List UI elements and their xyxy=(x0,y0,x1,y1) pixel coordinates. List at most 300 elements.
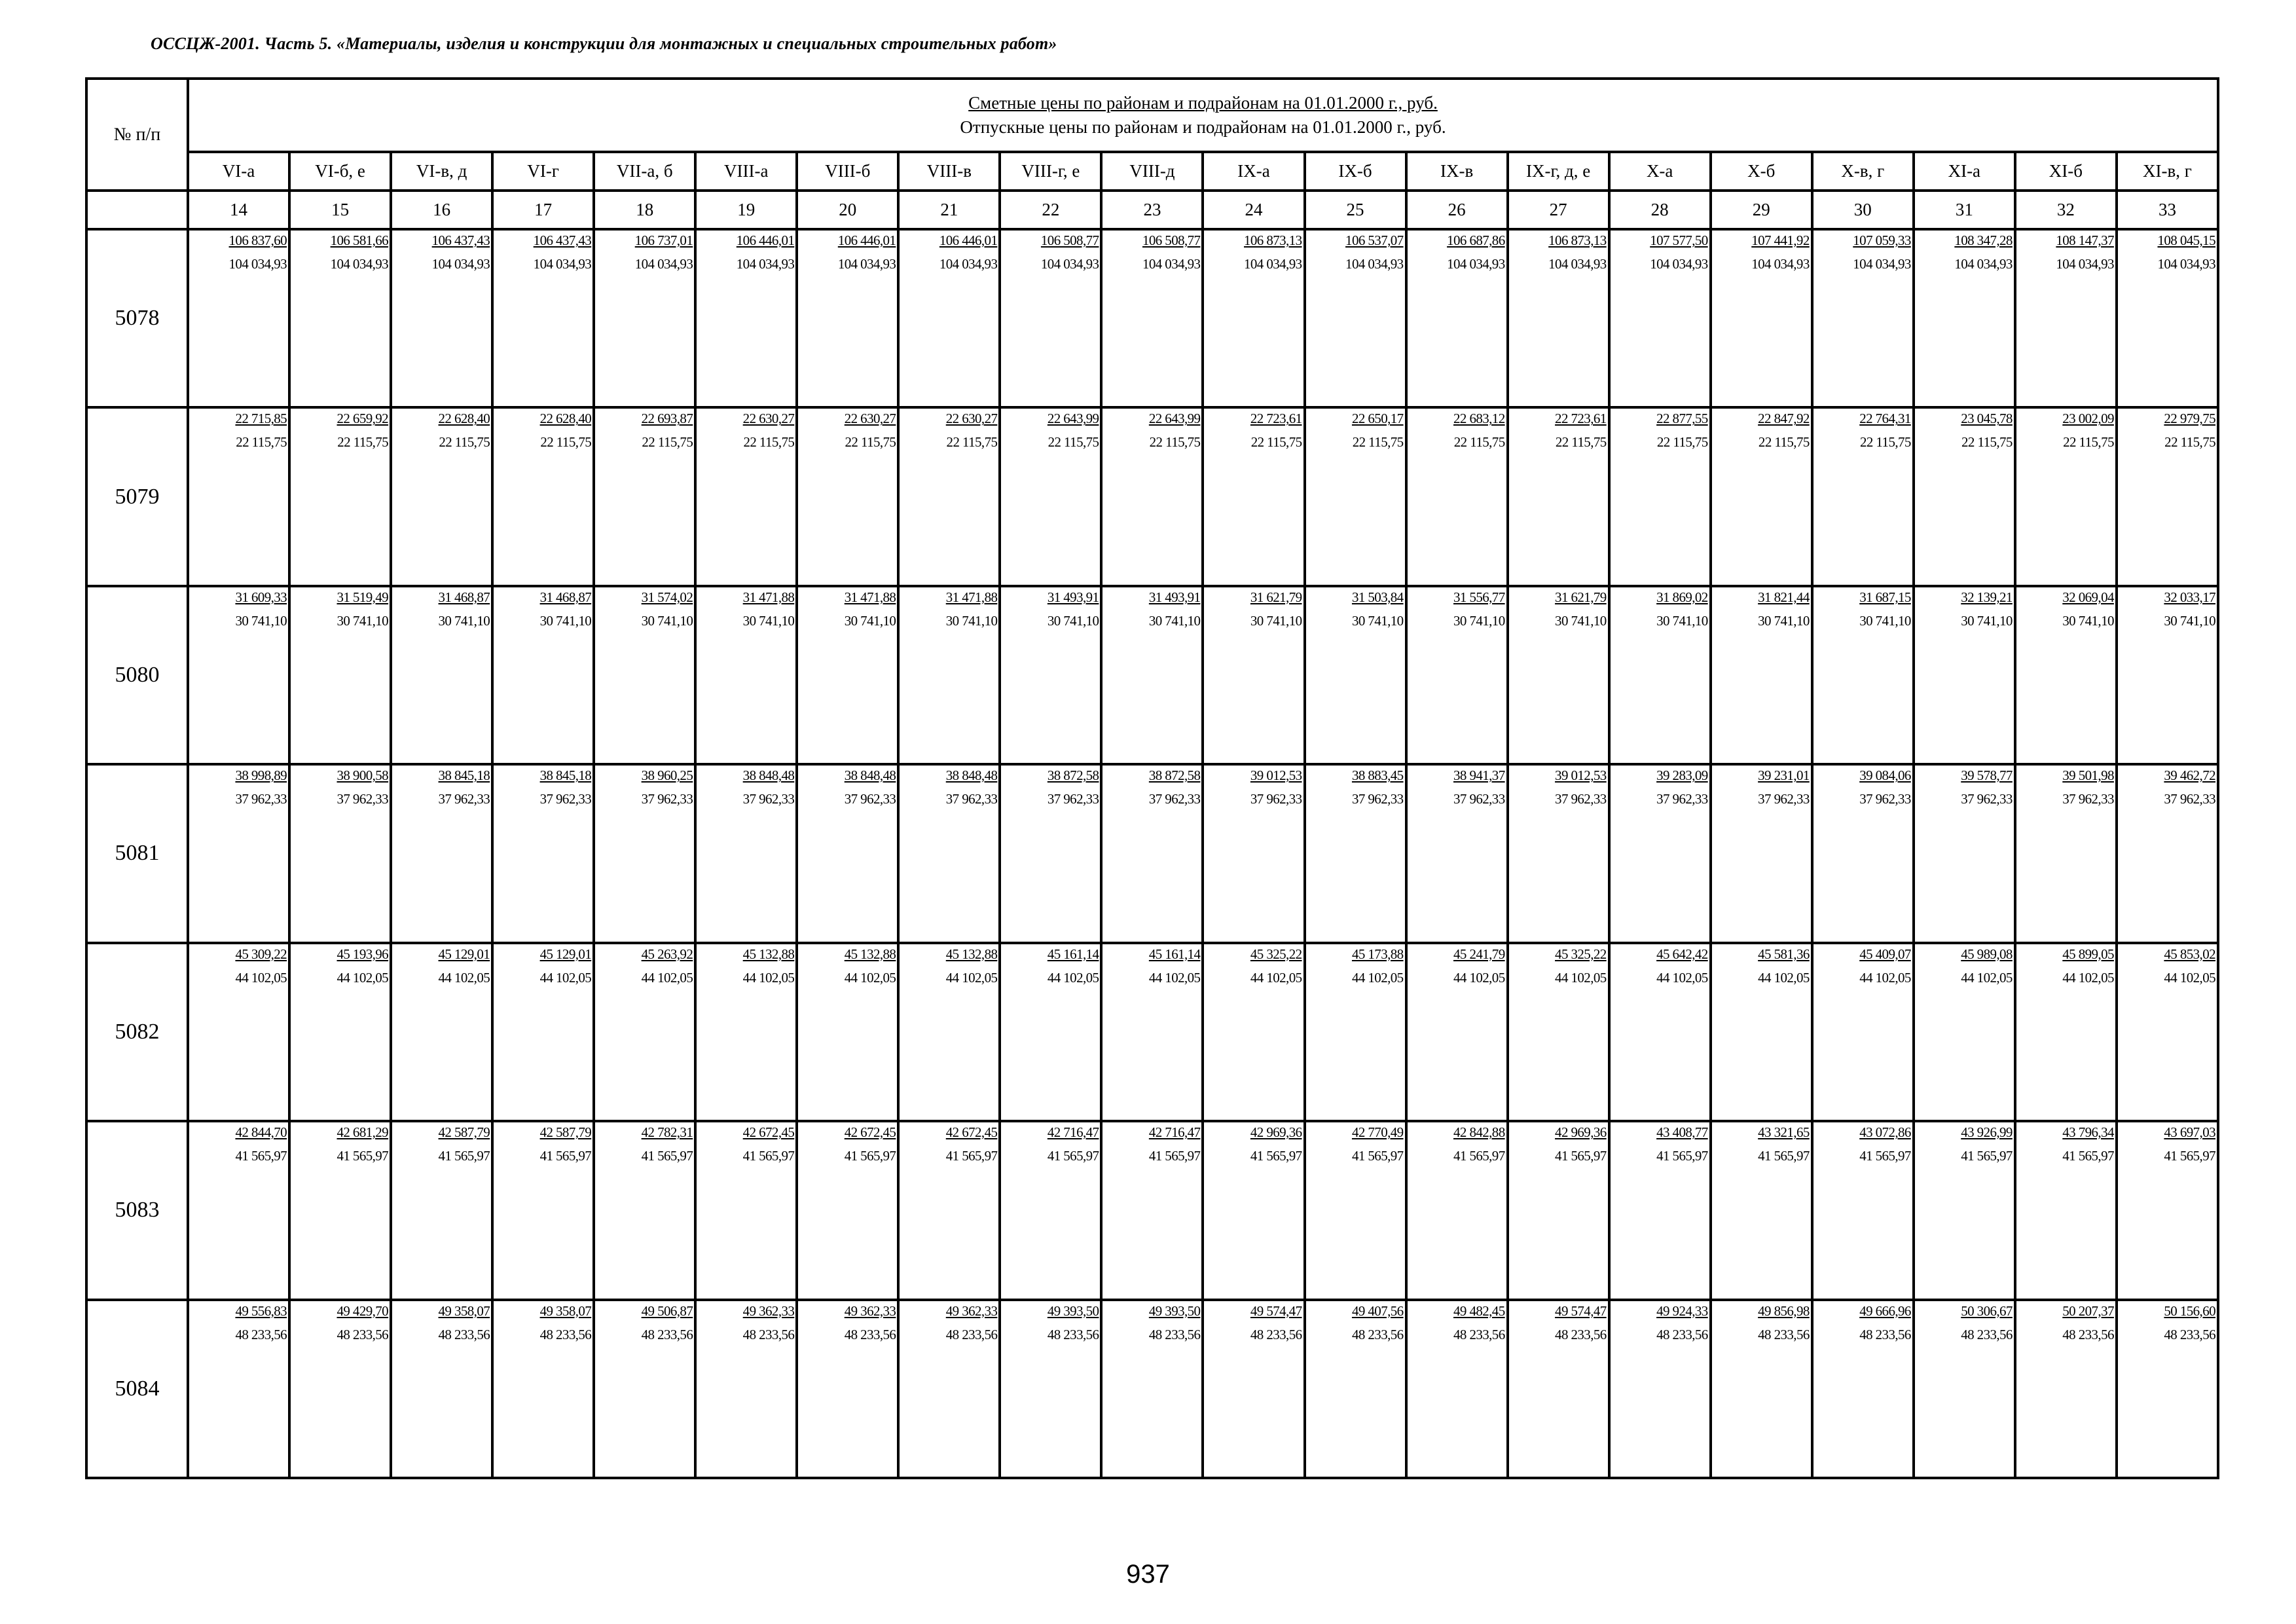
release-price: 37 962,33 xyxy=(641,791,693,807)
estimated-price: 31 468,87 xyxy=(539,589,592,605)
price-cell xyxy=(1812,1121,1914,1299)
release-price: 30 741,10 xyxy=(2164,612,2215,629)
table-row xyxy=(86,407,2218,585)
price-table xyxy=(85,77,2219,1479)
column-number: 32 xyxy=(2015,191,2117,229)
release-price: 104 034,93 xyxy=(1751,256,1810,272)
price-cell xyxy=(1406,229,1508,407)
estimated-price: 45 853,02 xyxy=(2164,946,2215,962)
price-cell xyxy=(2117,229,2218,407)
release-price: 37 962,33 xyxy=(539,791,592,807)
estimated-price: 31 503,84 xyxy=(1351,589,1404,605)
release-price: 44 102,05 xyxy=(337,969,389,986)
estimated-price: 31 519,49 xyxy=(337,589,389,605)
estimated-price: 45 193,96 xyxy=(337,946,389,962)
estimated-price: 38 998,89 xyxy=(235,767,287,784)
release-price: 22 115,75 xyxy=(1453,434,1505,451)
estimated-price: 42 587,79 xyxy=(438,1124,490,1141)
release-price: 37 962,33 xyxy=(1351,791,1404,807)
release-price: 44 102,05 xyxy=(742,969,795,986)
page-number: 937 xyxy=(1126,1560,1170,1589)
estimated-price: 49 856,98 xyxy=(1758,1302,1810,1319)
estimated-price: 32 033,17 xyxy=(2164,589,2215,605)
price-cell xyxy=(2015,764,2117,942)
price-cell xyxy=(1711,586,1812,764)
estimated-price: 49 358,07 xyxy=(438,1302,490,1319)
release-price: 37 962,33 xyxy=(1656,791,1708,807)
price-cell xyxy=(1101,943,1203,1121)
price-cell xyxy=(1812,943,1914,1121)
estimated-price: 45 325,22 xyxy=(1250,946,1302,962)
release-price: 41 565,97 xyxy=(438,1148,490,1164)
table-row xyxy=(86,229,2218,407)
release-price-caption: Отпускные цены по районам и подрайонам на 01.01.2000 г., руб. xyxy=(960,117,1446,137)
price-cell xyxy=(1914,1121,2015,1299)
release-price: 48 233,56 xyxy=(1351,1326,1404,1342)
estimated-price: 31 471,88 xyxy=(742,589,795,605)
price-cell xyxy=(695,407,797,585)
estimated-price: 50 156,60 xyxy=(2164,1302,2215,1319)
estimated-price: 49 924,33 xyxy=(1656,1302,1708,1319)
region-header: X-а xyxy=(1609,152,1711,191)
estimated-price: 31 869,02 xyxy=(1656,589,1708,605)
price-cell xyxy=(492,943,594,1121)
release-price: 37 962,33 xyxy=(1961,791,2013,807)
estimated-price: 38 872,58 xyxy=(1148,767,1201,784)
row-id: 5079 xyxy=(86,407,188,585)
price-cell xyxy=(695,1300,797,1478)
release-price: 41 565,97 xyxy=(1758,1148,1810,1164)
estimated-price: 49 362,33 xyxy=(742,1302,795,1319)
estimated-price: 43 072,86 xyxy=(1859,1124,1911,1141)
table-row xyxy=(86,943,2218,1121)
price-cell xyxy=(1812,229,1914,407)
price-cell xyxy=(1914,1300,2015,1478)
estimated-price: 38 848,48 xyxy=(945,767,998,784)
release-price: 41 565,97 xyxy=(844,1148,896,1164)
estimated-price: 42 770,49 xyxy=(1351,1124,1404,1141)
column-number: 29 xyxy=(1711,191,1812,229)
estimated-price: 106 437,43 xyxy=(431,232,490,248)
release-price: 48 233,56 xyxy=(1758,1326,1810,1342)
release-price: 22 115,75 xyxy=(337,434,389,451)
region-header: VII-а, б xyxy=(594,152,695,191)
price-cell xyxy=(289,764,391,942)
release-price: 22 115,75 xyxy=(642,434,693,451)
release-price: 104 034,93 xyxy=(837,256,896,272)
estimated-price: 49 393,50 xyxy=(1148,1302,1201,1319)
price-cell xyxy=(391,1121,492,1299)
release-price: 104 034,93 xyxy=(1853,256,1911,272)
price-cell xyxy=(797,407,898,585)
estimated-price: 106 873,13 xyxy=(1244,232,1302,248)
estimated-price: 22 693,87 xyxy=(641,411,693,427)
release-price: 48 233,56 xyxy=(2062,1326,2114,1342)
price-cell xyxy=(2015,943,2117,1121)
price-cell xyxy=(1609,229,1711,407)
release-price: 104 034,93 xyxy=(1345,256,1404,272)
release-price: 37 962,33 xyxy=(438,791,490,807)
release-price: 41 565,97 xyxy=(1961,1148,2013,1164)
estimated-price: 42 844,70 xyxy=(235,1124,287,1141)
estimated-price: 39 578,77 xyxy=(1961,767,2013,784)
estimated-price: 22 630,27 xyxy=(945,411,998,427)
release-price: 30 741,10 xyxy=(1859,612,1911,629)
estimated-price: 22 877,55 xyxy=(1656,411,1708,427)
release-price: 30 741,10 xyxy=(235,612,287,629)
price-cell xyxy=(492,1121,594,1299)
table-row xyxy=(86,586,2218,764)
price-cell xyxy=(391,229,492,407)
estimated-price: 108 347,28 xyxy=(1954,232,2013,248)
estimated-price: 107 577,50 xyxy=(1650,232,1708,248)
price-cell xyxy=(797,764,898,942)
row-id: 5081 xyxy=(86,764,188,942)
price-cell xyxy=(188,1300,289,1478)
estimated-price: 108 045,15 xyxy=(2157,232,2215,248)
release-price: 37 962,33 xyxy=(742,791,795,807)
estimated-price: 31 687,15 xyxy=(1859,589,1911,605)
region-header: VIII-б xyxy=(797,152,898,191)
release-price: 104 034,93 xyxy=(330,256,389,272)
estimated-price: 31 574,02 xyxy=(641,589,693,605)
estimated-price: 106 687,86 xyxy=(1447,232,1505,248)
price-cell xyxy=(1406,1121,1508,1299)
release-price: 41 565,97 xyxy=(1148,1148,1201,1164)
column-number-row xyxy=(86,191,2218,229)
price-cell xyxy=(289,586,391,764)
column-number: 18 xyxy=(594,191,695,229)
estimated-price: 106 837,60 xyxy=(228,232,287,248)
estimated-price: 106 446,01 xyxy=(837,232,896,248)
estimated-price: 42 969,36 xyxy=(1555,1124,1607,1141)
price-cell xyxy=(2117,1121,2218,1299)
release-price: 48 233,56 xyxy=(337,1326,389,1342)
price-cell xyxy=(2015,586,2117,764)
price-cell xyxy=(1508,1121,1609,1299)
estimated-price: 49 666,96 xyxy=(1859,1302,1911,1319)
price-cell xyxy=(1000,229,1101,407)
estimated-price: 49 393,50 xyxy=(1047,1302,1099,1319)
estimated-price: 49 362,33 xyxy=(844,1302,896,1319)
caption-row xyxy=(86,79,2218,152)
estimated-price: 49 358,07 xyxy=(539,1302,592,1319)
estimated-price: 49 362,33 xyxy=(945,1302,998,1319)
release-price: 48 233,56 xyxy=(2164,1326,2215,1342)
release-price: 37 962,33 xyxy=(1250,791,1302,807)
price-cell xyxy=(1711,229,1812,407)
price-cell xyxy=(1609,943,1711,1121)
price-cell xyxy=(492,407,594,585)
release-price: 44 102,05 xyxy=(1656,969,1708,986)
release-price: 48 233,56 xyxy=(1250,1326,1302,1342)
estimated-price: 45 173,88 xyxy=(1351,946,1404,962)
price-cell xyxy=(797,586,898,764)
estimated-price: 38 883,45 xyxy=(1351,767,1404,784)
release-price: 22 115,75 xyxy=(1250,434,1302,451)
release-price: 48 233,56 xyxy=(1859,1326,1911,1342)
release-price: 48 233,56 xyxy=(641,1326,693,1342)
estimated-price: 43 408,77 xyxy=(1656,1124,1708,1141)
release-price: 37 962,33 xyxy=(1148,791,1201,807)
estimated-price: 22 723,61 xyxy=(1250,411,1302,427)
release-price: 37 962,33 xyxy=(1859,791,1911,807)
column-number: 22 xyxy=(1000,191,1101,229)
price-cell xyxy=(1305,943,1406,1121)
estimated-price: 45 129,01 xyxy=(539,946,592,962)
column-number: 15 xyxy=(289,191,391,229)
price-cell xyxy=(1101,229,1203,407)
price-cell xyxy=(695,943,797,1121)
price-cell xyxy=(289,943,391,1121)
release-price: 37 962,33 xyxy=(2164,791,2215,807)
price-cell xyxy=(1711,407,1812,585)
price-cell xyxy=(1101,1300,1203,1478)
estimated-price: 49 407,56 xyxy=(1351,1302,1404,1319)
price-cell xyxy=(1609,1121,1711,1299)
estimated-price: 22 715,85 xyxy=(235,411,287,427)
release-price: 104 034,93 xyxy=(1954,256,2013,272)
release-price: 37 962,33 xyxy=(337,791,389,807)
release-price: 48 233,56 xyxy=(945,1326,998,1342)
release-price: 22 115,75 xyxy=(743,434,795,451)
price-cell xyxy=(391,943,492,1121)
price-cell xyxy=(1609,407,1711,585)
release-price: 41 565,97 xyxy=(2062,1148,2114,1164)
price-cell xyxy=(594,1121,695,1299)
price-cell xyxy=(594,586,695,764)
release-price: 41 565,97 xyxy=(1047,1148,1099,1164)
release-price: 37 962,33 xyxy=(235,791,287,807)
estimated-price: 45 132,88 xyxy=(844,946,896,962)
price-cell xyxy=(1101,1121,1203,1299)
region-header-row xyxy=(86,152,2218,191)
price-cell xyxy=(594,764,695,942)
estimated-price: 23 045,78 xyxy=(1961,411,2013,427)
price-cell xyxy=(1812,407,1914,585)
release-price: 22 115,75 xyxy=(946,434,998,451)
estimated-price: 106 737,01 xyxy=(634,232,693,248)
release-price: 30 741,10 xyxy=(1656,612,1708,629)
estimated-price: 106 873,13 xyxy=(1548,232,1607,248)
table-caption xyxy=(188,79,2218,152)
release-price: 41 565,97 xyxy=(1656,1148,1708,1164)
price-cell xyxy=(2015,229,2117,407)
region-header: IX-б xyxy=(1305,152,1406,191)
estimated-price: 39 231,01 xyxy=(1758,767,1810,784)
price-cell xyxy=(391,407,492,585)
estimated-price: 42 716,47 xyxy=(1047,1124,1099,1141)
release-price: 37 962,33 xyxy=(1453,791,1505,807)
price-cell xyxy=(2117,407,2218,585)
table-body xyxy=(86,229,2218,1478)
estimated-price: 31 471,88 xyxy=(945,589,998,605)
region-header: X-б xyxy=(1711,152,1812,191)
price-cell xyxy=(2117,1300,2218,1478)
price-cell xyxy=(492,229,594,407)
release-price: 48 233,56 xyxy=(539,1326,592,1342)
estimated-price: 42 672,45 xyxy=(844,1124,896,1141)
estimated-price: 43 321,65 xyxy=(1758,1124,1810,1141)
release-price: 41 565,97 xyxy=(1555,1148,1607,1164)
price-cell xyxy=(1914,229,2015,407)
release-price: 41 565,97 xyxy=(742,1148,795,1164)
price-cell xyxy=(1101,764,1203,942)
estimated-price: 43 926,99 xyxy=(1961,1124,2013,1141)
region-header: IX-в xyxy=(1406,152,1508,191)
row-id: 5083 xyxy=(86,1121,188,1299)
release-price: 104 034,93 xyxy=(1548,256,1607,272)
price-cell xyxy=(289,1300,391,1478)
price-cell xyxy=(1203,1300,1304,1478)
estimated-price: 42 587,79 xyxy=(539,1124,592,1141)
estimated-price: 45 129,01 xyxy=(438,946,490,962)
region-header: XI-в, г xyxy=(2117,152,2218,191)
release-price: 37 962,33 xyxy=(1047,791,1099,807)
region-header: X-в, г xyxy=(1812,152,1914,191)
price-cell xyxy=(188,586,289,764)
price-cell xyxy=(1812,764,1914,942)
release-price: 30 741,10 xyxy=(1148,612,1201,629)
release-price: 104 034,93 xyxy=(634,256,693,272)
release-price: 104 034,93 xyxy=(2157,256,2215,272)
release-price: 48 233,56 xyxy=(1148,1326,1201,1342)
release-price: 44 102,05 xyxy=(2062,969,2114,986)
price-cell xyxy=(188,229,289,407)
table-row xyxy=(86,1300,2218,1478)
estimated-price: 39 283,09 xyxy=(1656,767,1708,784)
price-cell xyxy=(1406,1300,1508,1478)
estimated-price: 22 643,99 xyxy=(1047,411,1099,427)
price-cell xyxy=(1000,586,1101,764)
release-price: 48 233,56 xyxy=(844,1326,896,1342)
price-cell xyxy=(1812,586,1914,764)
release-price: 48 233,56 xyxy=(1656,1326,1708,1342)
price-cell xyxy=(1711,764,1812,942)
price-cell xyxy=(1305,407,1406,585)
estimated-price-caption: Сметные цены по районам и подрайонам на 01.01.2000 г., руб. xyxy=(968,93,1438,113)
price-cell xyxy=(898,943,1000,1121)
release-price: 22 115,75 xyxy=(1961,434,2013,451)
release-price: 104 034,93 xyxy=(1650,256,1708,272)
estimated-price: 38 845,18 xyxy=(438,767,490,784)
estimated-price: 43 796,34 xyxy=(2062,1124,2114,1141)
price-cell xyxy=(1609,586,1711,764)
price-cell xyxy=(1203,764,1304,942)
estimated-price: 49 482,45 xyxy=(1453,1302,1505,1319)
estimated-price: 39 501,98 xyxy=(2062,767,2114,784)
estimated-price: 107 059,33 xyxy=(1853,232,1911,248)
release-price: 44 102,05 xyxy=(1555,969,1607,986)
release-price: 41 565,97 xyxy=(1250,1148,1302,1164)
estimated-price: 49 574,47 xyxy=(1250,1302,1302,1319)
release-price: 30 741,10 xyxy=(2062,612,2114,629)
estimated-price: 38 900,58 xyxy=(337,767,389,784)
estimated-price: 106 446,01 xyxy=(736,232,795,248)
estimated-price: 45 989,08 xyxy=(1961,946,2013,962)
estimated-price: 32 069,04 xyxy=(2062,589,2114,605)
estimated-price: 45 132,88 xyxy=(945,946,998,962)
release-price: 44 102,05 xyxy=(1961,969,2013,986)
region-header: VIII-д xyxy=(1101,152,1203,191)
price-cell xyxy=(391,1300,492,1478)
price-cell xyxy=(695,1121,797,1299)
release-price: 104 034,93 xyxy=(228,256,287,272)
price-cell xyxy=(289,407,391,585)
region-header: IX-а xyxy=(1203,152,1304,191)
estimated-price: 45 161,14 xyxy=(1047,946,1099,962)
region-header: XI-а xyxy=(1914,152,2015,191)
price-cell xyxy=(2117,764,2218,942)
estimated-price: 22 650,17 xyxy=(1351,411,1404,427)
price-cell xyxy=(2117,943,2218,1121)
price-cell xyxy=(594,1300,695,1478)
region-header: XI-б xyxy=(2015,152,2117,191)
price-cell xyxy=(289,229,391,407)
price-cell xyxy=(797,1121,898,1299)
release-price: 48 233,56 xyxy=(438,1326,490,1342)
estimated-price: 39 012,53 xyxy=(1250,767,1302,784)
release-price: 30 741,10 xyxy=(1555,612,1607,629)
release-price: 104 034,93 xyxy=(1040,256,1099,272)
row-number-header: № п/п xyxy=(86,79,188,191)
price-cell xyxy=(695,229,797,407)
price-cell xyxy=(2015,407,2117,585)
column-number: 27 xyxy=(1508,191,1609,229)
release-price: 104 034,93 xyxy=(736,256,795,272)
price-cell xyxy=(1101,407,1203,585)
price-cell xyxy=(1711,1121,1812,1299)
region-header: VI-в, д xyxy=(391,152,492,191)
price-cell xyxy=(1203,407,1304,585)
release-price: 44 102,05 xyxy=(2164,969,2215,986)
column-number: 16 xyxy=(391,191,492,229)
price-cell xyxy=(1000,1121,1101,1299)
release-price: 22 115,75 xyxy=(1656,434,1708,451)
estimated-price: 39 012,53 xyxy=(1555,767,1607,784)
column-number: 24 xyxy=(1203,191,1304,229)
estimated-price: 38 845,18 xyxy=(539,767,592,784)
price-cell xyxy=(594,407,695,585)
price-cell xyxy=(1508,407,1609,585)
release-price: 22 115,75 xyxy=(540,434,592,451)
release-price: 22 115,75 xyxy=(2164,434,2215,451)
price-cell xyxy=(188,764,289,942)
estimated-price: 31 609,33 xyxy=(235,589,287,605)
price-cell xyxy=(898,407,1000,585)
price-cell xyxy=(1914,407,2015,585)
row-id: 5080 xyxy=(86,586,188,764)
table-row xyxy=(86,764,2218,942)
row-id: 5082 xyxy=(86,943,188,1121)
column-number: 30 xyxy=(1812,191,1914,229)
price-cell xyxy=(289,1121,391,1299)
price-cell xyxy=(898,229,1000,407)
release-price: 44 102,05 xyxy=(844,969,896,986)
price-cell xyxy=(492,1300,594,1478)
price-cell xyxy=(797,1300,898,1478)
column-number: 25 xyxy=(1305,191,1406,229)
estimated-price: 42 716,47 xyxy=(1148,1124,1201,1141)
estimated-price: 38 941,37 xyxy=(1453,767,1505,784)
release-price: 30 741,10 xyxy=(337,612,389,629)
document-header: ОССЦЖ-2001. Часть 5. «Материалы, изделия и конструкции для монтажных и специальных строительных работ» xyxy=(151,34,1057,53)
estimated-price: 45 132,88 xyxy=(742,946,795,962)
estimated-price: 22 628,40 xyxy=(438,411,490,427)
estimated-price: 45 642,42 xyxy=(1656,946,1708,962)
release-price: 37 962,33 xyxy=(945,791,998,807)
estimated-price: 106 446,01 xyxy=(939,232,998,248)
